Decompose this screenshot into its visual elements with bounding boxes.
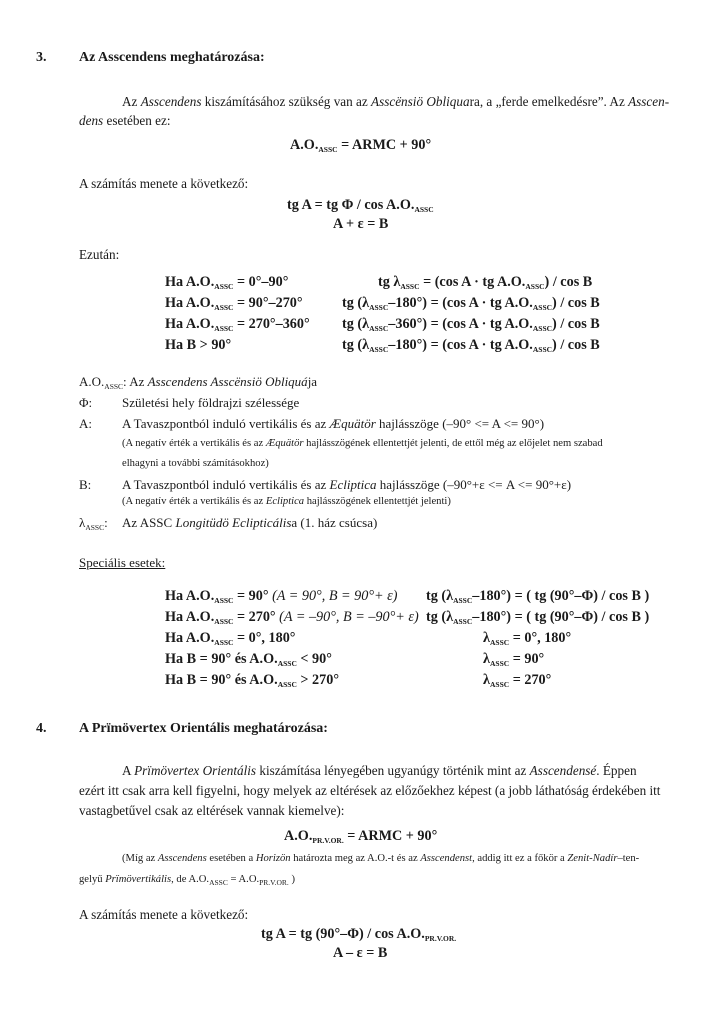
special-1-condition: Ha $A.O._{ASSC} = 90^\circ$ (A = 90°, B = 90°+ ε) [165, 588, 398, 605]
s3-case-4-formula: tg $(\lambda_{ASSC}-180^\circ) = (\cos$ A · tg $A.O._{ASSC}$) / cos B [342, 337, 600, 354]
section-4-title: A Prïmövertex Orientális meghatározása: [79, 721, 328, 736]
def-lambda-value: Az ASSC Longitüdö Eclipticálisa (1. ház csúcsa) [122, 515, 378, 530]
s3-intro-line-1: Az Asscendens kiszámításához szükség van az Asscënsiö Obliquara, a „ferde emelkedésre”. Az Asscen- [122, 94, 670, 109]
special-4-formula: $\lambda_{ASSC} = 90^\circ$ [483, 651, 545, 668]
section-3-title: Az Asscendens meghatározása: [79, 50, 265, 65]
special-5-formula: $\lambda_{ASSC} = 270^\circ$ [483, 672, 552, 689]
special-3-condition: Ha $A.O._{ASSC} = 0^\circ$, 180° [165, 630, 296, 647]
section-4-number: 4. [36, 721, 47, 736]
s3-case-2-formula: tg $(\lambda_{ASSC}-180^\circ) = (\cos$ A · tg $A.O._{ASSC}$) / cos B [342, 295, 600, 312]
def-phi-key: Φ: [79, 395, 93, 410]
s4-formula-1: tg A = tg $(90^\circ-\Phi) / \cos A.O._{PR.V.OR.}$ [261, 926, 457, 943]
s3-case-1-formula: tg $\lambda_{ASSC} = (\cos$ A · tg $A.O._{ASSC}$) / cos B [378, 274, 593, 291]
s4-intro-line-2: ezért itt csak arra kell figyelni, hogy melyek az eltérések az előzőekhez képest (a jobb láthatóság érdekében itt [79, 783, 661, 798]
s3-case-4-condition: Ha B > 90° [165, 337, 232, 353]
s4-intro-line-1: A Prïmövertex Orientális kiszámítása lényegében ugyanúgy történik mint az Asscendensé. Éppen [122, 763, 637, 778]
s3-calc-label: A számítás menete a következő: [79, 176, 249, 191]
def-ao: $A.O._{ASSC}$: Az Asscendens Asscënsiö Obliquája [79, 374, 318, 391]
special-2-formula: tg $(\lambda_{ASSC}-180^\circ)$ = ( tg (90°–Φ) / cos B ) [426, 609, 650, 626]
s4-formula-2: A – ε = B [333, 945, 388, 961]
s3-case-2-condition: Ha $A.O._{ASSC} = 90^\circ-270^\circ$ [165, 295, 303, 312]
def-a-note-1: (A negatív érték a vertikális és az Æquätör hajlásszögének ellentettjét jelenti, de ettől még az előjelet nem szabad [122, 438, 603, 449]
special-cases-title: Speciális esetek: [79, 555, 166, 570]
special-5-condition: Ha B = 90° és $A.O._{ASSC} > 270^\circ$ [165, 672, 340, 689]
special-3-formula: $\lambda_{ASSC} = 0^\circ$, 180° [483, 630, 572, 647]
def-phi-value: Születési hely földrajzi szélessége [122, 395, 300, 410]
s4-note-line-2: gelyű Prïmövertikális, de $A.O._{ASSC} = A.O._{PR.V.OR.}$ ) [79, 874, 295, 887]
def-a-key: A: [79, 416, 92, 431]
s4-main-formula: $A.O._{PR.V.OR.}$ = ARMC + 90° [284, 828, 438, 845]
def-lambda-key: $\lambda_{ASSC}$: [79, 515, 108, 532]
s3-then-label: Ezután: [79, 247, 120, 262]
s3-main-formula: $A.O._{ASSC}$ = ARMC + 90° [290, 137, 432, 154]
s3-case-3-formula: tg $(\lambda_{ASSC}-360^\circ) = (\cos$ A · tg $A.O._{ASSC}$) / cos B [342, 316, 600, 333]
special-4-condition: Ha B = 90° és $A.O._{ASSC} < 90^\circ$ [165, 651, 332, 668]
s3-formula-1: tg A = tg Φ / $\cos A.O._{ASSC}$ [287, 197, 434, 214]
section-3-number: 3. [36, 50, 47, 65]
def-a-value: A Tavaszpontból induló vertikális és az Æquätör hajlásszöge (–90° <= A <= 90°) [122, 416, 545, 431]
def-b-key: B: [79, 477, 92, 492]
s3-intro-line-2: dens esetében ez: [79, 113, 171, 128]
s4-intro-line-3: vastagbetűvel csak az eltérések vannak kiemelve): [79, 803, 345, 818]
s3-case-1-condition: Ha $A.O._{ASSC} = 0^\circ-90^\circ$ [165, 274, 289, 291]
s3-case-3-condition: Ha $A.O._{ASSC} = 270^\circ-360^\circ$ [165, 316, 310, 333]
special-1-formula: tg $(\lambda_{ASSC}-180^\circ)$ = ( tg (90°–Φ) / cos B ) [426, 588, 650, 605]
def-b-value: A Tavaszpontból induló vertikális és az Ecliptica hajlásszöge (–90°+ε <= A <= 90°+ε) [122, 477, 572, 492]
s3-formula-2: A + ε = B [333, 216, 389, 232]
def-b-note: (A negatív érték a vertikális és az Ecliptica hajlásszögének ellentettjét jelenti) [122, 496, 451, 507]
special-2-condition: Ha $A.O._{ASSC} = 270^\circ$ (A = –90°, B = –90°+ ε) [165, 609, 419, 626]
def-a-note-2: elhagyni a további számításokhoz) [122, 458, 269, 469]
s4-note-line-1: (Míg az Asscendens esetében a Horizön határozta meg az A.O.-t és az Asscendenst, addig itt ez a főkör a Zenit-Nadír–ten- [122, 853, 640, 864]
s4-calc-label: A számítás menete a következő: [79, 907, 249, 922]
